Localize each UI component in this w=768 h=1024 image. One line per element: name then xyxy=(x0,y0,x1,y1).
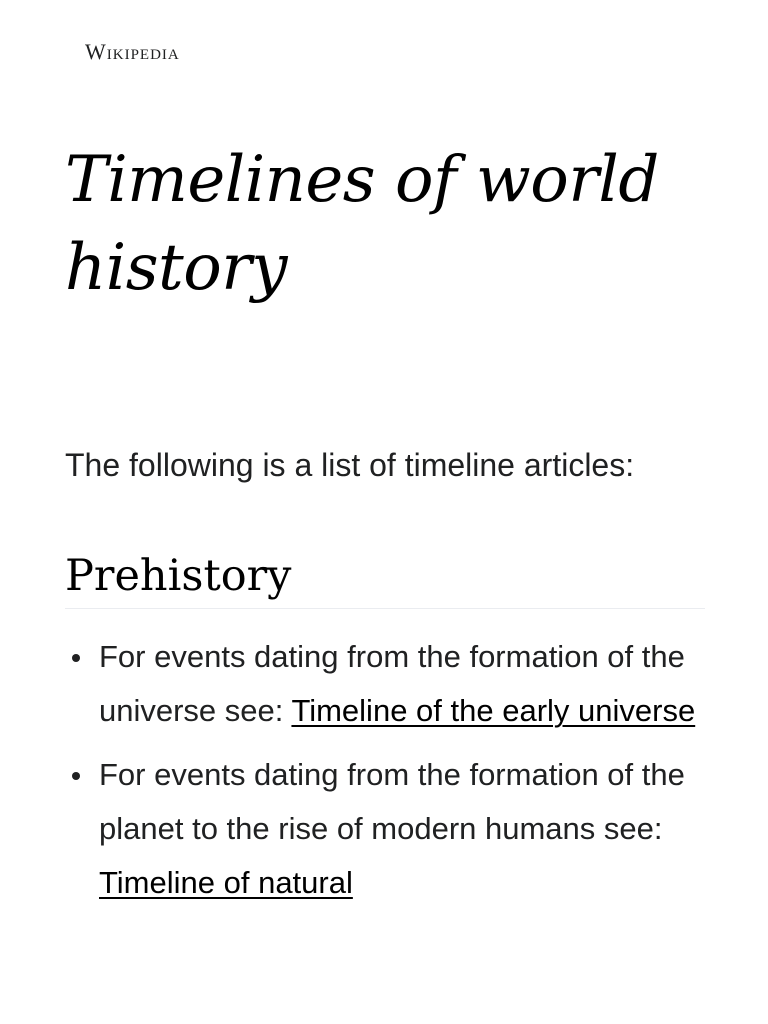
section-heading-prehistory: Prehistory xyxy=(65,546,705,609)
link-timeline-natural-history[interactable]: Timeline of natural xyxy=(99,865,353,900)
site-header xyxy=(85,36,180,68)
list-item-text: For events dating from the formation of the planet to the rise of modern humans see: xyxy=(99,757,685,846)
wikipedia-wordmark-link[interactable]: Wikipedia xyxy=(85,39,180,64)
prehistory-list xyxy=(65,630,705,920)
intro-paragraph: The following is a list of timeline articles: xyxy=(65,447,635,483)
bullet-icon xyxy=(72,654,80,662)
list-item-text: For events dating from the formation of the universe see: xyxy=(99,639,685,728)
list-item xyxy=(65,630,705,738)
bullet-icon xyxy=(72,772,80,780)
list-item xyxy=(65,748,705,910)
link-timeline-early-universe[interactable]: Timeline of the early universe xyxy=(291,693,696,728)
page-title: Timelines of world history xyxy=(65,143,659,305)
